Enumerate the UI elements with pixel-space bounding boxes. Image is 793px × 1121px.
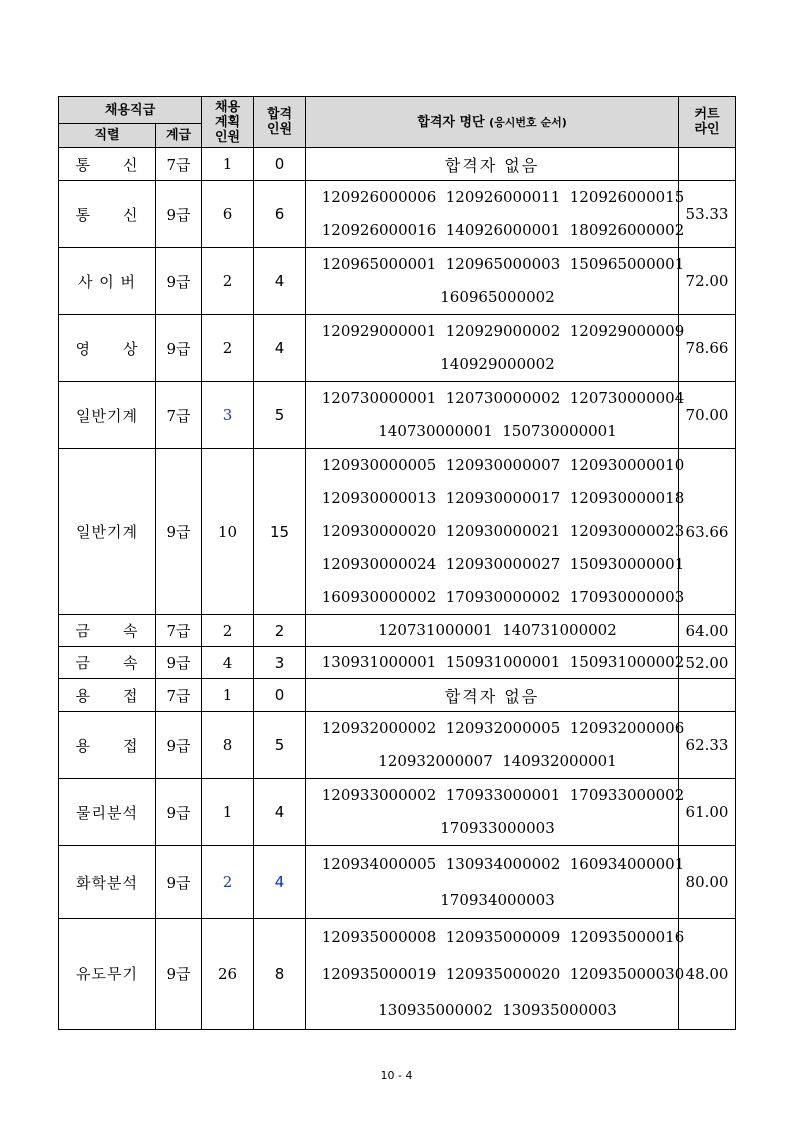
pass-number-line bbox=[306, 812, 678, 845]
cell-passed: 5 bbox=[254, 382, 306, 449]
applicant-number: 120932000002 bbox=[321, 719, 437, 737]
pass-number-line bbox=[306, 449, 685, 482]
header-job-category: 채용직급 bbox=[59, 97, 202, 124]
applicant-number: 120730000004 bbox=[569, 389, 685, 407]
applicant-number: 120930000027 bbox=[445, 555, 561, 573]
cell-passed: 4 bbox=[254, 248, 306, 315]
cell-planned: 3 bbox=[202, 382, 254, 449]
table-row bbox=[59, 615, 736, 647]
table-row bbox=[59, 712, 736, 779]
applicant-number: 120935000008 bbox=[321, 928, 437, 946]
pass-number-line bbox=[306, 348, 678, 381]
cell-cutline: 62.33 bbox=[679, 712, 736, 779]
cell-planned: 8 bbox=[202, 712, 254, 779]
pass-number-line bbox=[306, 745, 678, 778]
pass-number-line bbox=[306, 846, 685, 882]
cell-job-series: 용 접 bbox=[59, 712, 156, 779]
cell-planned: 2 bbox=[202, 846, 254, 919]
cell-cutline: 80.00 bbox=[679, 846, 736, 919]
applicant-number: 120930000010 bbox=[569, 456, 685, 474]
pass-number-line bbox=[306, 248, 685, 281]
pass-number-line bbox=[306, 615, 678, 646]
applicant-number: 120932000006 bbox=[569, 719, 685, 737]
cell-cutline: 61.00 bbox=[679, 779, 736, 846]
list-title-note: (응시번호 순서) bbox=[489, 115, 567, 129]
cell-planned: 4 bbox=[202, 647, 254, 679]
cell-passed: 4 bbox=[254, 846, 306, 919]
applicant-number: 170933000003 bbox=[440, 819, 555, 837]
pass-number-line bbox=[306, 281, 678, 314]
pass-number-line bbox=[306, 515, 685, 548]
cell-grade: 9급 bbox=[156, 248, 202, 315]
cell-job-series: 금 속 bbox=[59, 647, 156, 679]
cell-job-series: 사 이 버 bbox=[59, 248, 156, 315]
cell-grade: 9급 bbox=[156, 779, 202, 846]
cell-cutline: 64.00 bbox=[679, 615, 736, 647]
cell-cutline: 52.00 bbox=[679, 647, 736, 679]
table-row bbox=[59, 919, 736, 1030]
cell-planned: 10 bbox=[202, 449, 254, 615]
applicant-number: 120930000017 bbox=[445, 489, 561, 507]
applicant-number: 170933000001 bbox=[445, 786, 561, 804]
applicant-number: 160965000002 bbox=[440, 288, 555, 306]
cell-cutline: 72.00 bbox=[679, 248, 736, 315]
cell-grade: 9급 bbox=[156, 315, 202, 382]
applicant-number: 120926000016 bbox=[321, 221, 437, 239]
pass-number-line bbox=[306, 548, 685, 581]
pass-number-line bbox=[306, 956, 685, 993]
cell-job-series: 금 속 bbox=[59, 615, 156, 647]
applicant-number: 160934000001 bbox=[569, 855, 685, 873]
pass-number-line bbox=[306, 647, 685, 678]
applicant-number: 120932000005 bbox=[445, 719, 561, 737]
cell-pass-numbers bbox=[306, 846, 685, 919]
header-job-series: 직렬 bbox=[59, 124, 156, 148]
applicant-number: 120935000009 bbox=[445, 928, 561, 946]
applicant-number: 120930000021 bbox=[445, 522, 561, 540]
applicant-number: 170933000002 bbox=[569, 786, 685, 804]
pass-list-table bbox=[58, 96, 736, 1030]
applicant-number: 130935000002 bbox=[378, 1001, 493, 1019]
pass-number-line bbox=[306, 882, 678, 918]
pass-number-line bbox=[306, 581, 685, 614]
cell-grade: 9급 bbox=[156, 846, 202, 919]
applicant-number: 130931000001 bbox=[321, 653, 437, 671]
cell-passed: 8 bbox=[254, 919, 306, 1030]
cell-planned: 2 bbox=[202, 615, 254, 647]
cell-job-series: 일반기계 bbox=[59, 382, 156, 449]
applicant-number: 120930000024 bbox=[321, 555, 437, 573]
cell-grade: 9급 bbox=[156, 449, 202, 615]
cell-passed: 15 bbox=[254, 449, 306, 615]
applicant-number: 120965000003 bbox=[445, 255, 561, 273]
table-row bbox=[59, 647, 736, 679]
applicant-number: 120935000019 bbox=[321, 964, 437, 983]
cell-passed: 6 bbox=[254, 181, 306, 248]
cell-planned: 1 bbox=[202, 679, 254, 712]
cell-job-series: 통 신 bbox=[59, 181, 156, 248]
applicant-number: 170934000003 bbox=[440, 891, 555, 909]
applicant-number: 120926000006 bbox=[321, 188, 437, 206]
cell-job-series: 일반기계 bbox=[59, 449, 156, 615]
cell-grade: 9급 bbox=[156, 712, 202, 779]
table-row bbox=[59, 315, 736, 382]
pass-number-line bbox=[306, 992, 678, 1029]
no-passers-text: 합격자 없음 bbox=[444, 686, 540, 706]
applicant-number: 120930000013 bbox=[321, 489, 437, 507]
applicant-number: 120930000020 bbox=[321, 522, 437, 540]
cell-pass-numbers bbox=[306, 148, 679, 181]
applicant-number: 120930000023 bbox=[569, 522, 685, 540]
table-row bbox=[59, 181, 736, 248]
cell-pass-numbers bbox=[306, 382, 685, 449]
applicant-number: 120926000015 bbox=[569, 188, 685, 206]
cell-passed: 0 bbox=[254, 679, 306, 712]
list-title-text: 합격자 명단 bbox=[417, 114, 485, 130]
applicant-number: 120930000018 bbox=[569, 489, 685, 507]
applicant-number: 120935000016 bbox=[569, 928, 685, 946]
cell-passed: 4 bbox=[254, 779, 306, 846]
cell-pass-numbers bbox=[306, 315, 685, 382]
applicant-number: 120934000005 bbox=[321, 855, 437, 873]
no-passers-text: 합격자 없음 bbox=[444, 155, 540, 175]
cell-grade: 9급 bbox=[156, 181, 202, 248]
cell-pass-numbers bbox=[306, 712, 685, 779]
cell-pass-numbers bbox=[306, 679, 679, 712]
applicant-number: 140926000001 bbox=[445, 221, 561, 239]
cell-job-series: 화학분석 bbox=[59, 846, 156, 919]
cell-cutline bbox=[679, 148, 736, 181]
pass-number-line bbox=[306, 415, 678, 448]
applicant-number: 150965000001 bbox=[569, 255, 685, 273]
applicant-number: 120730000002 bbox=[445, 389, 561, 407]
applicant-number: 120932000007 bbox=[378, 752, 493, 770]
cell-pass-numbers bbox=[306, 181, 685, 248]
cell-pass-numbers bbox=[306, 615, 679, 647]
pass-number-line bbox=[306, 181, 685, 214]
cell-planned: 6 bbox=[202, 181, 254, 248]
applicant-number: 160930000002 bbox=[321, 588, 437, 606]
table-row bbox=[59, 846, 736, 919]
table-row bbox=[59, 449, 736, 615]
pass-number-line bbox=[306, 779, 685, 812]
applicant-number: 120929000002 bbox=[445, 322, 561, 340]
header-grade: 계급 bbox=[156, 124, 202, 148]
pass-number-line bbox=[306, 919, 685, 956]
cell-cutline: 63.66 bbox=[679, 449, 736, 615]
applicant-number: 120965000001 bbox=[321, 255, 437, 273]
cell-job-series: 영 상 bbox=[59, 315, 156, 382]
pass-number-line bbox=[306, 482, 685, 515]
table-row bbox=[59, 382, 736, 449]
applicant-number: 120930000005 bbox=[321, 456, 437, 474]
cell-grade: 9급 bbox=[156, 919, 202, 1030]
cell-grade: 7급 bbox=[156, 148, 202, 181]
applicant-number: 130934000002 bbox=[445, 855, 561, 873]
table-body bbox=[59, 148, 736, 1030]
applicant-number: 150930000001 bbox=[569, 555, 685, 573]
cell-grade: 7급 bbox=[156, 615, 202, 647]
cell-cutline: 70.00 bbox=[679, 382, 736, 449]
applicant-number: 150931000002 bbox=[569, 653, 685, 671]
applicant-number: 120929000009 bbox=[569, 322, 685, 340]
applicant-number: 180926000002 bbox=[569, 221, 685, 239]
cell-job-series: 용 접 bbox=[59, 679, 156, 712]
cell-cutline: 78.66 bbox=[679, 315, 736, 382]
applicant-number: 130935000003 bbox=[502, 1001, 617, 1019]
applicant-number: 120933000002 bbox=[321, 786, 437, 804]
cell-planned: 26 bbox=[202, 919, 254, 1030]
cell-planned: 1 bbox=[202, 148, 254, 181]
cell-cutline bbox=[679, 679, 736, 712]
cell-pass-numbers bbox=[306, 449, 685, 615]
applicant-number: 120730000001 bbox=[321, 389, 437, 407]
applicant-number: 170930000003 bbox=[569, 588, 685, 606]
cell-job-series: 유도무기 bbox=[59, 919, 156, 1030]
cell-cutline: 48.00 bbox=[679, 919, 736, 1030]
header-cutline: 커트 라인 bbox=[679, 97, 736, 148]
table-row bbox=[59, 248, 736, 315]
applicant-number: 120935000020 bbox=[445, 964, 561, 983]
header-list-title bbox=[306, 97, 679, 148]
cell-pass-numbers bbox=[306, 919, 685, 1030]
cell-planned: 2 bbox=[202, 315, 254, 382]
cell-grade: 9급 bbox=[156, 647, 202, 679]
table-row bbox=[59, 679, 736, 712]
cell-passed: 2 bbox=[254, 615, 306, 647]
cell-passed: 4 bbox=[254, 315, 306, 382]
applicant-number: 140731000002 bbox=[502, 621, 617, 639]
cell-passed: 3 bbox=[254, 647, 306, 679]
cell-pass-numbers bbox=[306, 248, 685, 315]
applicant-number: 120929000001 bbox=[321, 322, 437, 340]
cell-pass-numbers bbox=[306, 779, 685, 846]
page-number: 10 - 4 bbox=[380, 1069, 413, 1082]
applicant-number: 120935000030 bbox=[569, 964, 685, 983]
cell-pass-numbers bbox=[306, 647, 685, 679]
header-passed: 합격 인원 bbox=[254, 97, 306, 148]
cell-passed: 0 bbox=[254, 148, 306, 181]
applicant-number: 140730000001 bbox=[378, 422, 493, 440]
cell-grade: 7급 bbox=[156, 679, 202, 712]
cell-planned: 1 bbox=[202, 779, 254, 846]
applicant-number: 140932000001 bbox=[502, 752, 617, 770]
cell-passed: 5 bbox=[254, 712, 306, 779]
header-planned: 채용 계획 인원 bbox=[202, 97, 254, 148]
cell-planned: 2 bbox=[202, 248, 254, 315]
applicant-number: 150931000001 bbox=[445, 653, 561, 671]
table-row bbox=[59, 779, 736, 846]
pass-number-line bbox=[306, 214, 685, 247]
applicant-number: 150730000001 bbox=[502, 422, 617, 440]
cell-cutline: 53.33 bbox=[679, 181, 736, 248]
pass-number-line bbox=[306, 315, 685, 348]
cell-grade: 7급 bbox=[156, 382, 202, 449]
applicant-number: 170930000002 bbox=[445, 588, 561, 606]
applicant-number: 120930000007 bbox=[445, 456, 561, 474]
table-row bbox=[59, 148, 736, 181]
pass-number-line bbox=[306, 712, 685, 745]
applicant-number: 120926000011 bbox=[445, 188, 561, 206]
applicant-number: 120731000001 bbox=[378, 621, 493, 639]
cell-job-series: 물리분석 bbox=[59, 779, 156, 846]
pass-number-line bbox=[306, 382, 685, 415]
cell-job-series: 통 신 bbox=[59, 148, 156, 181]
applicant-number: 140929000002 bbox=[440, 355, 555, 373]
